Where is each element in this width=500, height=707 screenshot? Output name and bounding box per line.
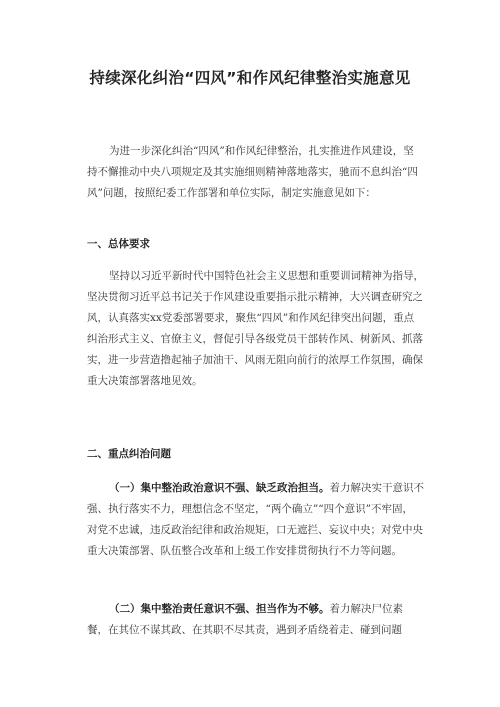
intro-line: 持不懈推动中央八项规定及其实施细则精神落地落实，驰而不息纠治“四 <box>87 166 418 178</box>
section2-item2-line: 餐，在其位不谋其政、在其职不尽其责，遇到矛盾绕着走、碰到问题 <box>87 624 402 636</box>
section2-item2-rest: 着力解决尸位素 <box>329 603 403 615</box>
section2-heading: 二、重点纠治问题 <box>87 448 171 460</box>
section2-item2-lead: （二）集中整治责任意识不强、担当作为不够。 <box>109 603 330 615</box>
section1-line: 实，进一步营造撸起袖子加油干、风雨无阻向前行的浓厚工作氛围，确保 <box>87 354 423 366</box>
section2-item1-first-line <box>87 478 437 499</box>
intro-line: 为进一步深化纠治“四风”和作风纪律整治，扎实推进作风建设，坚 <box>109 145 414 157</box>
intro-line: 风”问题，按照纪委工作部署和单位实际，制定实施意见如下： <box>87 187 376 199</box>
section2-item1-lead: （一）集中整治政治意识不强、缺乏政治担当。 <box>109 482 330 494</box>
section1-line: 纠治形式主义、官僚主义，督促引导各级党员干部转作风、树新风、抓落 <box>87 333 423 345</box>
section1-heading: 一、总体要求 <box>87 238 150 250</box>
section2-item1-paragraph <box>87 478 437 562</box>
document-title: 持续深化纠治“四风”和作风纪律整治实施意见 <box>89 69 411 87</box>
section2-item1-rest: 着力解决实干意识不 <box>329 482 424 494</box>
section1-line: 风，认真落实xx党委部署要求，聚焦“四风”和作风纪律突出问题，重点 <box>87 312 415 324</box>
section2-item1-line: 对党不忠诚，违反政治纪律和政治规矩，口无遮拦、妄议中央；对党中央 <box>87 524 423 536</box>
section2-item2-paragraph <box>87 599 437 641</box>
section2-item2-first-line <box>87 599 437 620</box>
section2-item1-line: 重大决策部署、队伍整合改革和上级工作安排贯彻执行不力等问题。 <box>87 545 402 557</box>
section1-line: 重大决策部署落地见效。 <box>87 375 203 387</box>
intro-paragraph <box>87 141 437 204</box>
section1-paragraph <box>87 266 437 392</box>
section1-line: 坚决贯彻习近平总书记关于作风建设重要指示批示精神，大兴调查研究之 <box>87 291 423 303</box>
section2-item1-line: 强、执行落实不力，理想信念不坚定，“两个确立”“四个意识”不牢固， <box>87 503 413 515</box>
section1-line: 坚持以习近平新时代中国特色社会主义思想和重要训词精神为指导， <box>109 270 424 282</box>
